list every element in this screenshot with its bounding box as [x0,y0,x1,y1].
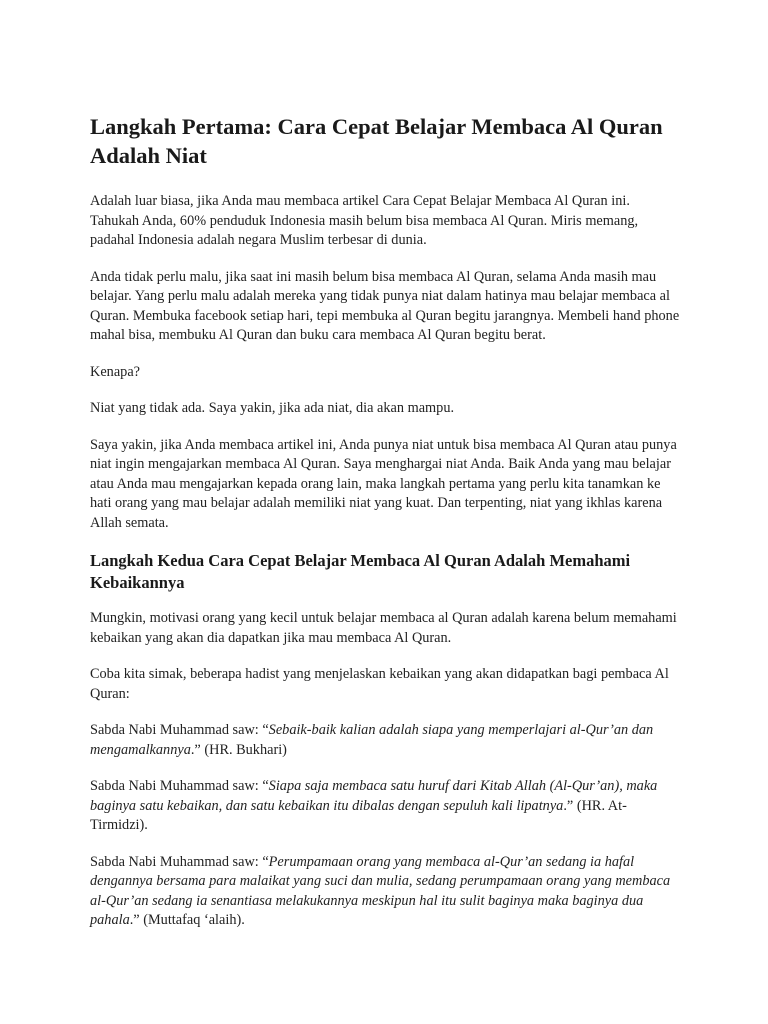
quote-text: Siapa saja membaca satu huruf dari Kitab Allah (Al-Qur’an), maka baginya satu kebaikan, dan satu kebaikan itu dibalas dengan sepuluh kali lipatnya [90,778,658,814]
hadith-quote [90,853,680,931]
heading-langkah-kedua: Langkah Kedua Cara Cepat Belajar Membaca Al Quran Adalah Memahami Kebaikannya [90,551,631,592]
paragraph: Kenapa? [90,363,141,380]
quote-suffix: .” (Muttafaq ‘alaih). [129,912,245,928]
paragraph: Anda tidak perlu malu, jika saat ini masih belum bisa membaca Al Quran, selama Anda masih mau belajar. Yang perlu malu adalah mereka yang tidak punya niat dalam hatinya mau belajar membaca al Quran. Membuka facebook setiap hari, tepi membuka al Quran begitu jarangnya. Membeli hand phone mahal bisa, membuku Al Quran dan buku cara membaca Al Quran begitu berat. [90,268,680,343]
hadith-quote [90,721,680,760]
paragraph: Coba kita simak, beberapa hadist yang menjelaskan kebaikan yang akan didapatkan bagi pembaca Al Quran: [90,666,669,702]
quote-text: Perumpamaan orang yang membaca al-Qur’an sedang ia hafal dengannya bersama para malaikat yang suci dan mulia, sedang perumpamaan orang yang membaca al-Qur’an sedang ia senantiasa melakukannya meskipun hal itu sulit baginya maka baginya dua pahala [90,853,671,928]
quote-prefix: Sabda Nabi Muhammad saw: “ [90,778,269,794]
quote-prefix: Sabda Nabi Muhammad saw: “ [90,853,269,870]
paragraph: Niat yang tidak ada. Saya yakin, jika ada niat, dia akan mampu. [90,400,455,416]
hadith-quote [90,777,680,836]
quote-text: Sebaik-baik kalian adalah siapa yang memperlajari al-Qur’an dan mengamalkannya [90,722,654,758]
document-page [90,112,680,948]
quote-suffix: .” (HR. At-Tirmidzi). [90,797,627,833]
quote-prefix: Sabda Nabi Muhammad saw: “ [90,722,269,738]
paragraph: Mungkin, motivasi orang yang kecil untuk belajar membaca al Quran adalah karena belum memahami kebaikan yang akan dia dapatkan jika mau membaca Al Quran. [90,610,677,646]
quote-suffix: .” (HR. Bukhari) [190,741,287,758]
paragraph: Adalah luar biasa, jika Anda mau membaca artikel Cara Cepat Belajar Membaca Al Quran ini. Tahukah Anda, 60% penduduk Indonesia masih belum bisa membaca Al Quran. Miris memang, padahal Indonesia adalah negara Muslim terbesar di dunia. [90,193,639,248]
heading-langkah-pertama: Langkah Pertama: Cara Cepat Belajar Membaca Al Quran Adalah Niat [90,114,663,168]
paragraph: Saya yakin, jika Anda membaca artikel ini, Anda punya niat untuk bisa membaca Al Quran atau punya niat ingin mengajarkan membaca Al Quran. Saya menghargai niat Anda. Baik Anda yang mau belajar atau Anda mau mengajarkan kepada orang lain, maka langkah pertama yang perlu kita tanamkan ke hati orang yang mau belajar adalah memiliki niat yang kuat. Dan terpenting, niat yang ikhlas karena Allah semata. [90,436,677,531]
